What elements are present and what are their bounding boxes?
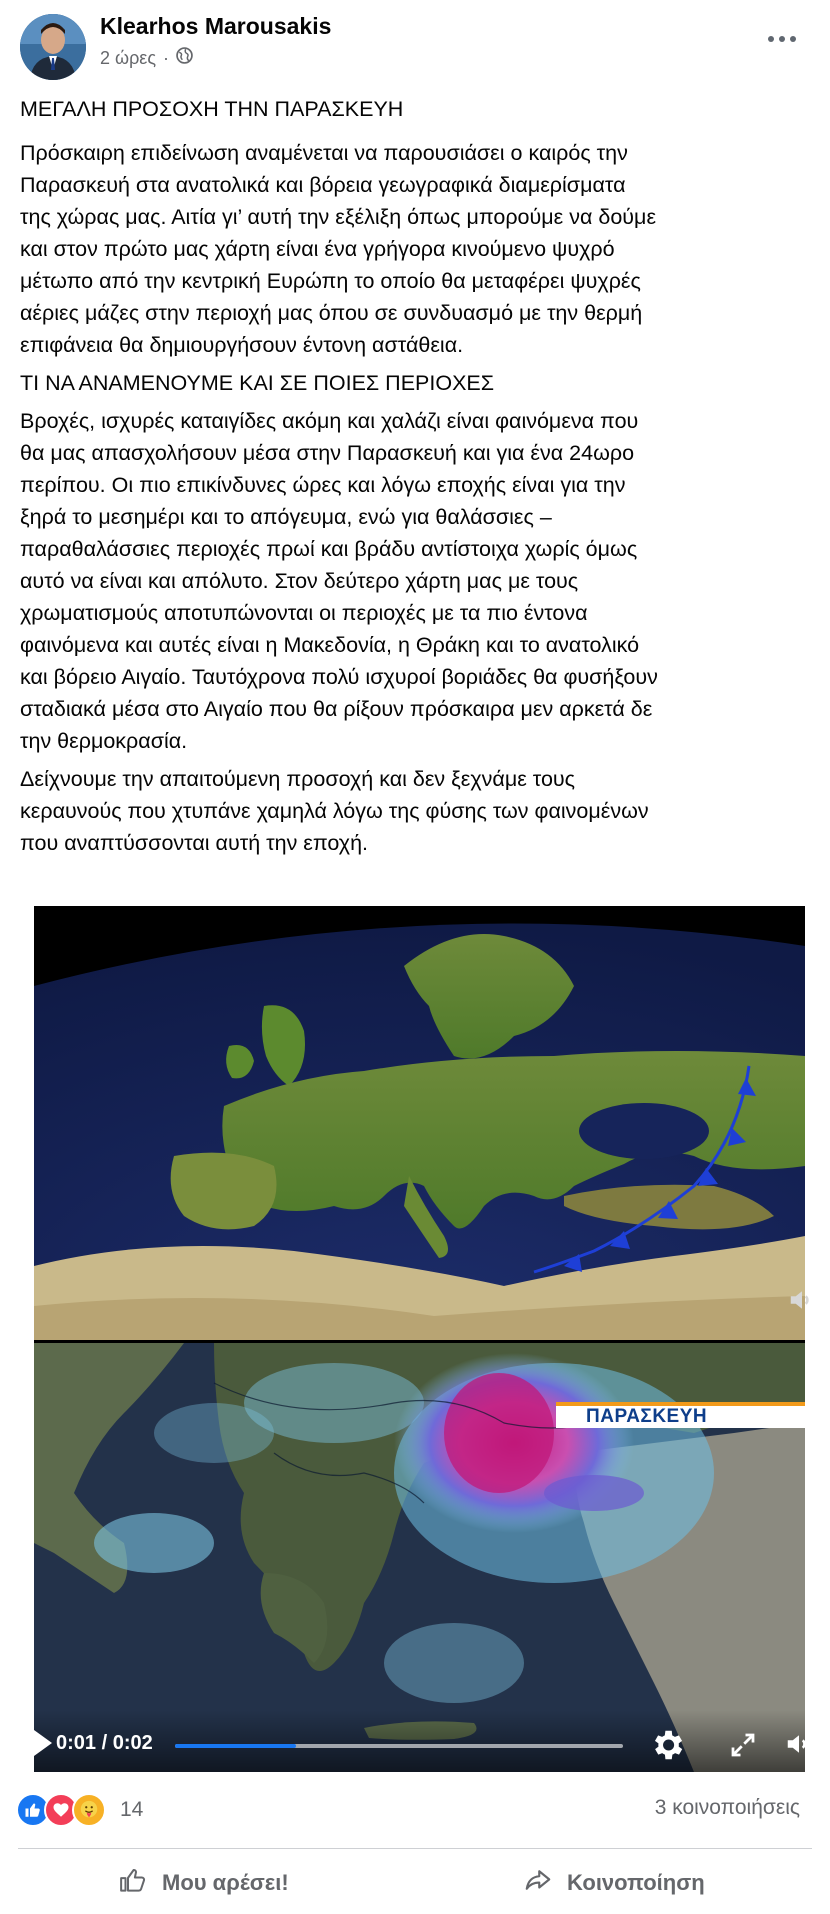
care-reaction-icon — [72, 1793, 106, 1827]
post-paragraph — [20, 763, 810, 859]
text-line: Παρασκευή στα ανατολικά και βόρεια γεωγραφικά διαμερίσματα — [20, 173, 626, 197]
text-line: σταδιακά μέσα στο Αιγαίο που θα ρίξουν πρόσκαιρα μεν αρκετά δε — [20, 697, 653, 721]
text-line: την θερμοκρασία. — [20, 729, 188, 753]
shares-count[interactable]: 3 κοινοποιήσεις — [654, 1796, 800, 1819]
text-line: περίπου. Οι πιο επικίνδυνες ώρες και λόγω εποχής είναι για την — [20, 473, 626, 497]
text-line: και βόρειο Αιγαίο. Ταυτόχρονα πολύ ισχυροί βοριάδες θα φυσήξουν — [20, 665, 658, 689]
author-name[interactable]: Klearhos Marousakis — [100, 13, 332, 39]
text-line: της χώρας μας. Αιτία γι’ αυτή την εξέλιξη όπως μπορούμε να δούμε — [20, 205, 657, 229]
video-player[interactable] — [34, 906, 805, 1772]
volume-icon[interactable] — [787, 1283, 817, 1317]
settings-gear-icon[interactable] — [648, 1726, 686, 1764]
text-line: χρωματισμούς αποτυπώνονται οι περιοχές με τα πιο έντονα — [20, 601, 588, 625]
post-heading — [20, 93, 810, 125]
share-label: Κοινοποίηση — [567, 1870, 705, 1895]
text-line: θα μας απασχολήσουν μέσα στην Παρασκευή και για ένα 24ωρο — [20, 441, 635, 465]
text-line: κεραυνούς που χτυπάνε χαμηλά λόγω της φύσης των φαινομένων — [20, 799, 649, 823]
more-options-icon[interactable] — [764, 26, 800, 52]
video-controls — [34, 1710, 805, 1772]
post-meta — [100, 47, 193, 69]
video-time: 0:01 / 0:02 — [56, 1732, 153, 1754]
reaction-count: 14 — [120, 1798, 144, 1821]
volume-icon[interactable] — [784, 1728, 805, 1760]
post-time[interactable]: 2 ώρες — [100, 47, 157, 68]
text-line: Βροχές, ισχυρές καταιγίδες ακόμη και χαλάζι είναι φαινόμενα που — [20, 409, 639, 433]
meta-separator: · — [163, 47, 170, 68]
text-line: αέριες μάζες στην περιοχή μας όπου σε συνδυασμό με την θερμή — [20, 301, 643, 325]
like-button[interactable] — [118, 1860, 289, 1906]
divider — [18, 1848, 812, 1849]
globe-icon — [176, 47, 193, 69]
share-button[interactable] — [523, 1860, 705, 1906]
text-line: επιφάνεια θα δημιουργήσουν έντονη αστάθεια. — [20, 333, 464, 357]
post-paragraph — [20, 405, 810, 757]
text-line: ξηρά το μεσημέρι και το απόγευμα, ενώ για θαλάσσιες – — [20, 505, 552, 529]
post-paragraph — [20, 137, 810, 361]
text-line: ΤΙ ΝΑ ΑΝΑΜΕΝΟΥΜΕ ΚΑΙ ΣΕ ΠΟΙΕΣ ΠΕΡΙΟΧΕΣ — [20, 371, 495, 395]
play-icon[interactable] — [34, 1728, 54, 1758]
reactions-summary[interactable] — [16, 1793, 143, 1827]
text-line: μέτωπο από την κεντρική Ευρώπη το οποίο θα μεταφέρει ψυχρές — [20, 269, 641, 293]
video-progress-fill — [175, 1744, 296, 1748]
avatar[interactable] — [20, 14, 86, 80]
video-progress-bar[interactable] — [175, 1744, 623, 1748]
text-line: που αναπτύσσονται αυτή την εποχή. — [20, 831, 369, 855]
like-label: Μου αρέσει! — [162, 1870, 289, 1895]
text-line: και στον πρώτο μας χάρτη είναι ένα γρήγορα κινούμενο ψυχρό — [20, 237, 615, 261]
thumbs-up-icon — [118, 1865, 148, 1901]
fullscreen-icon[interactable] — [728, 1730, 758, 1760]
text-line: Πρόσκαιρη επιδείνωση αναμένεται να παρουσιάσει ο καιρός την — [20, 141, 628, 165]
europe-front-map — [34, 906, 805, 1340]
share-arrow-icon — [523, 1865, 553, 1901]
text-line: φαινόμενα και αυτές είναι η Μακεδονία, η Θράκη και το ανατολικό — [20, 633, 640, 657]
post-text — [20, 93, 810, 859]
text-line: αυτό να είναι και απόλυτο. Στον δεύτερο χάρτη μας με τους — [20, 569, 579, 593]
day-label-overlay: ΠΑΡΑΣΚΕΥΗ — [556, 1402, 805, 1428]
text-line: παραθαλάσσιες περιοχές πρωί και βράδυ αντίστοιχα χωρίς όμως — [20, 537, 638, 561]
post-subheading — [20, 367, 810, 399]
text-line: Δείχνουμε την απαιτούμενη προσοχή και δεν ξεχνάμε τους — [20, 767, 576, 791]
text-line: ΜΕΓΑΛΗ ΠΡΟΣΟΧΗ ΤΗΝ ΠΑΡΑΣΚΕΥΗ — [20, 97, 404, 121]
